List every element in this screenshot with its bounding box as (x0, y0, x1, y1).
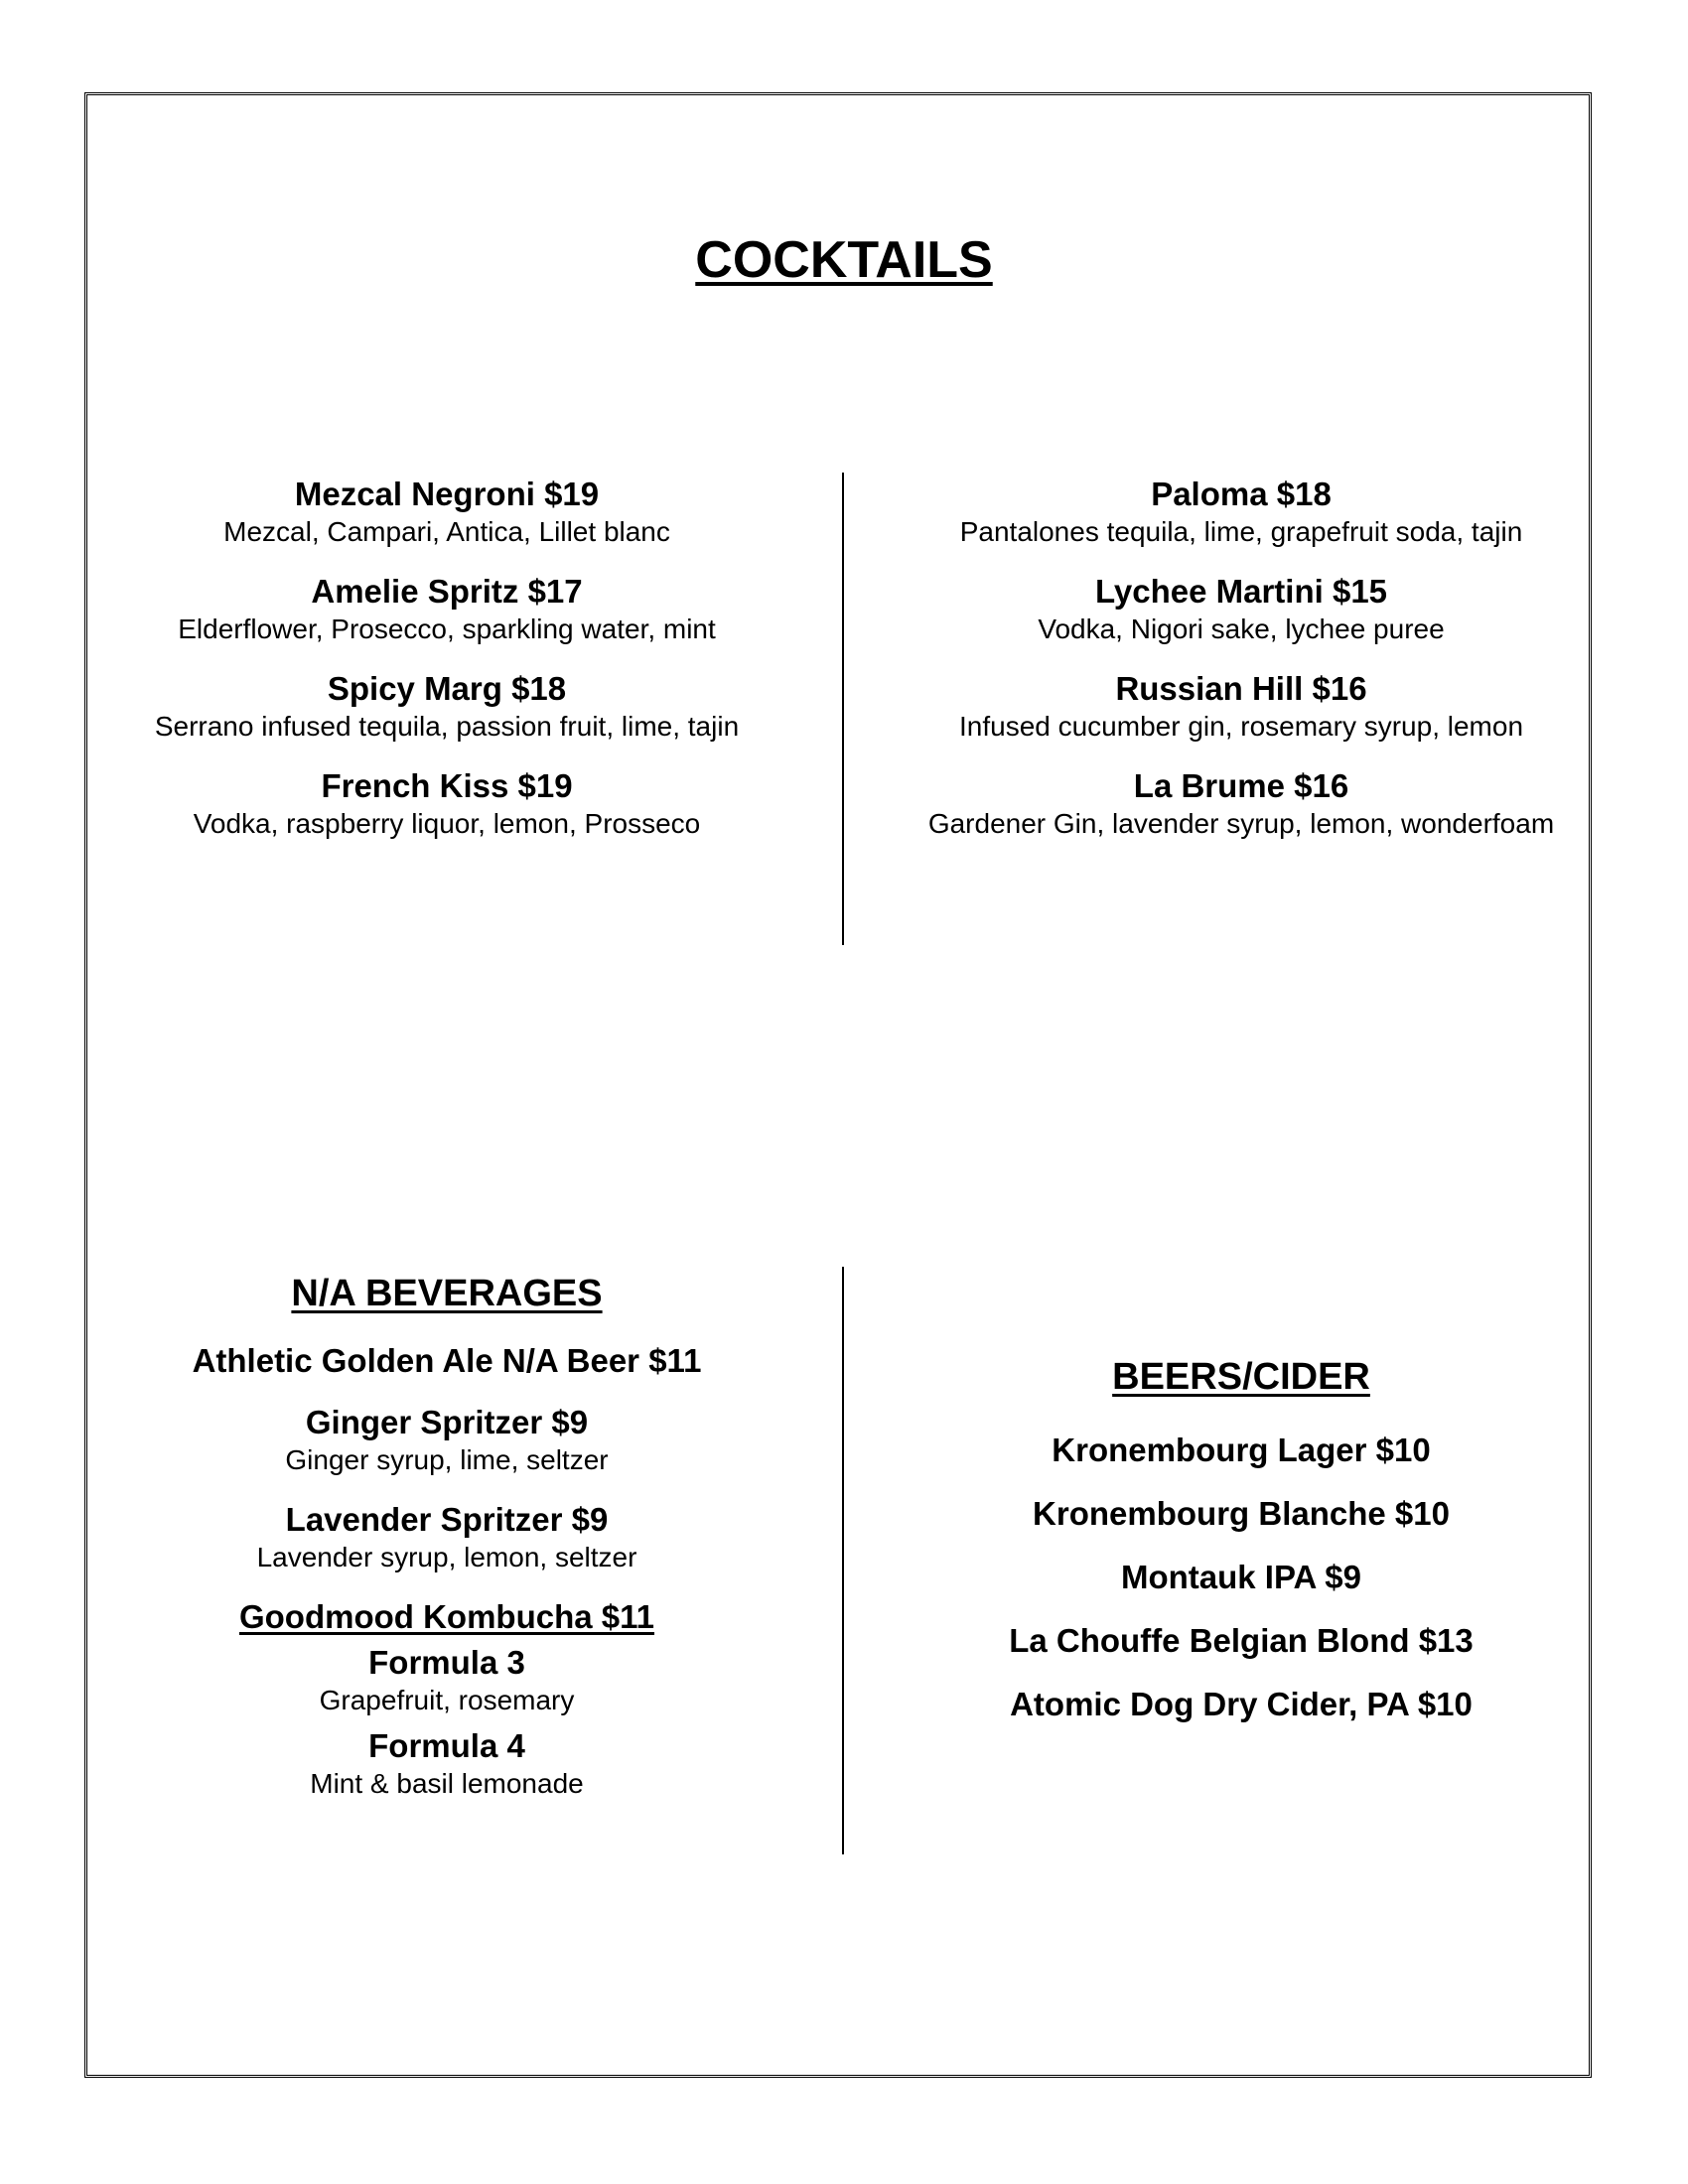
menu-item-description: Vodka, Nigori sake, lychee puree (1038, 614, 1445, 644)
menu-item-description: Elderflower, Prosecco, sparkling water, mint (178, 614, 716, 644)
menu-item (874, 475, 1609, 550)
menu-item-name: Lychee Martini $15 (1094, 573, 1388, 610)
menu-item (874, 669, 1609, 745)
menu-item-name: Formula 4 (368, 1727, 525, 1764)
menu-item-name: Russian Hill $16 (1115, 670, 1367, 707)
beers-title: BEERS/CIDER (1112, 1356, 1370, 1398)
menu-item: Kronembourg Lager $10 (1052, 1432, 1431, 1468)
menu-item: Montauk IPA $9 (1120, 1559, 1362, 1595)
menu-item (99, 1403, 794, 1478)
menu-item-description: Pantalones tequila, lime, grapefruit soda, tajin (959, 516, 1523, 547)
menu-item-description: Mezcal, Campari, Antica, Lillet blanc (223, 516, 670, 547)
menu-item (99, 572, 794, 647)
cocktails-right-column (874, 475, 1609, 864)
menu-item-description: Vodka, raspberry liquor, lemon, Prosseco (193, 808, 701, 839)
menu-item (874, 766, 1609, 842)
menu-item-description: Infused cucumber gin, rosemary syrup, lemon (958, 711, 1524, 742)
menu-item (99, 1500, 794, 1575)
menu-item (99, 669, 794, 745)
na-beverages-title: N/A BEVERAGES (291, 1273, 603, 1314)
menu-item: Atomic Dog Dry Cider, PA $10 (1010, 1686, 1473, 1722)
menu-item: Kronembourg Blanche $10 (1033, 1495, 1450, 1532)
menu-item-name: Ginger Spritzer $9 (305, 1404, 589, 1440)
kombucha-title: Goodmood Kombucha $11 (238, 1598, 655, 1635)
menu-item (99, 766, 794, 842)
menu-item-name: Mezcal Negroni $19 (294, 476, 600, 512)
cocktails-column-divider (842, 473, 844, 945)
menu-item-description: Lavender syrup, lemon, seltzer (256, 1542, 637, 1572)
menu-item-name: Spicy Marg $18 (327, 670, 567, 707)
menu-item-description: Grapefruit, rosemary (319, 1685, 575, 1715)
menu-item (99, 1726, 794, 1802)
kombucha-heading (99, 1597, 794, 1637)
cocktails-left-column (99, 475, 794, 864)
menu-item (99, 1643, 794, 1718)
menu-item-name: Paloma $18 (1151, 476, 1332, 512)
menu-item (874, 572, 1609, 647)
menu-item-description: Ginger syrup, lime, seltzer (285, 1444, 609, 1475)
menu-item-name: La Brume $16 (1133, 767, 1349, 804)
na-beverages-column (99, 1273, 794, 1810)
menu-item (99, 1341, 794, 1381)
menu-item-description: Mint & basil lemonade (310, 1768, 584, 1799)
menu-item-name: Formula 3 (368, 1644, 525, 1681)
menu-item-name: Amelie Spritz $17 (311, 573, 583, 610)
menu-item-name: Athletic Golden Ale N/A Beer $11 (192, 1342, 702, 1379)
menu-item (99, 475, 794, 550)
menu-item-description: Serrano infused tequila, passion fruit, lime, tajin (154, 711, 740, 742)
menu-item-name: French Kiss $19 (321, 767, 573, 804)
beverages-column-divider (842, 1267, 844, 1854)
menu-item-description: Gardener Gin, lavender syrup, lemon, wonderfoam (927, 808, 1555, 839)
menu-item-name: Lavender Spritzer $9 (285, 1501, 609, 1538)
cocktails-title: COCKTAILS (695, 231, 993, 289)
menu-item: La Chouffe Belgian Blond $13 (1009, 1622, 1474, 1659)
beers-column (874, 1356, 1609, 1748)
